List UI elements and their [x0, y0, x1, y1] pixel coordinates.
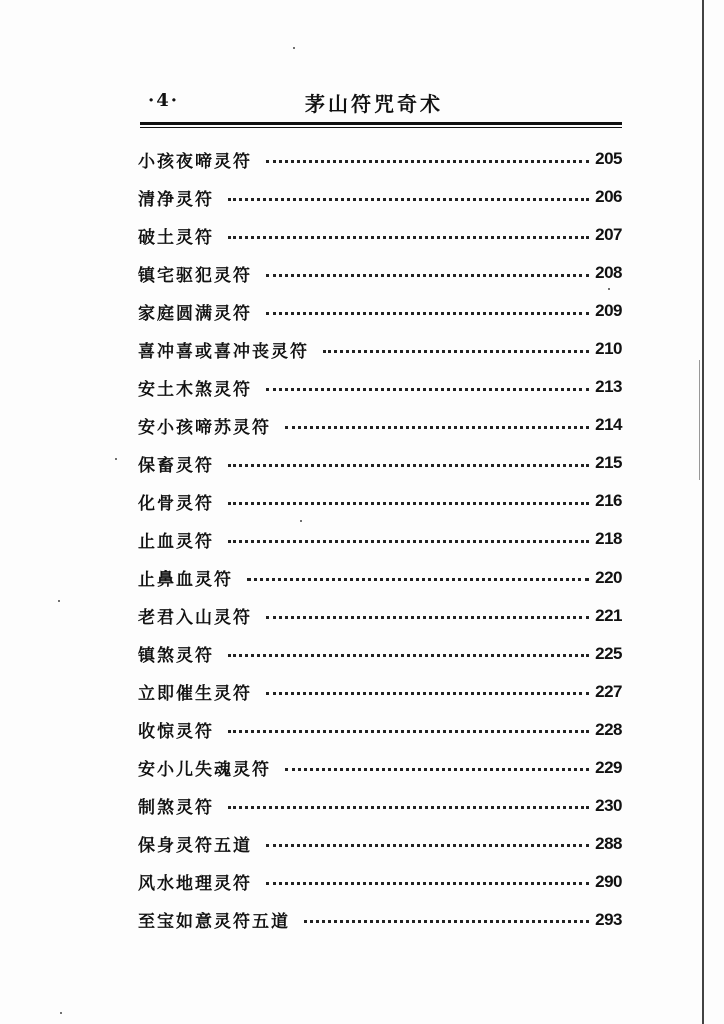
toc-entry-page: 209 [595, 301, 622, 321]
scan-speck [300, 520, 302, 522]
toc-entry [138, 178, 622, 216]
toc-leader-dots [228, 464, 589, 467]
toc-entry [138, 901, 622, 939]
toc-entry-page: 216 [595, 491, 622, 511]
toc-leader-dots [266, 160, 589, 163]
toc-leader-dots [266, 692, 589, 695]
toc-entry [138, 749, 622, 787]
toc-entry-page: 227 [595, 681, 622, 701]
header-rule-thick [140, 122, 622, 125]
toc-entry-page: 288 [595, 833, 622, 853]
toc-entry-title: 安小儿失魂灵符 [138, 760, 271, 781]
toc-entry [138, 140, 622, 178]
toc-entry-title: 破土灵符 [138, 227, 214, 248]
toc-leader-dots [266, 312, 589, 315]
toc-entry-title: 立即催生灵符 [138, 684, 252, 705]
toc-leader-dots [323, 350, 589, 353]
toc-leader-dots [266, 274, 589, 277]
toc-entry [138, 711, 622, 749]
toc-entry-title: 风水地理灵符 [138, 874, 252, 895]
toc-leader-dots [228, 730, 589, 733]
toc-entry [138, 559, 622, 597]
page-edge-line [702, 0, 704, 1024]
toc-entry-title: 制煞灵符 [138, 798, 214, 819]
toc-entry [138, 863, 622, 901]
toc-entry [138, 292, 622, 330]
page-number: ·4· [148, 90, 180, 111]
toc-entry [138, 330, 622, 368]
toc-entry-title: 安小孩啼苏灵符 [138, 417, 271, 438]
toc-entry-page: 215 [595, 453, 622, 473]
toc-entry [138, 825, 622, 863]
toc-entry [138, 520, 622, 558]
scan-speck [58, 600, 60, 602]
toc-entry [138, 406, 622, 444]
toc-entry-page: 213 [595, 377, 622, 397]
toc-leader-dots [285, 768, 589, 771]
toc-entry-title: 至宝如意灵符五道 [138, 912, 290, 933]
toc-entry [138, 597, 622, 635]
toc-leader-dots [285, 426, 589, 429]
toc-leader-dots [266, 388, 589, 391]
toc-leader-dots [266, 616, 589, 619]
toc-entry-title: 小孩夜啼灵符 [138, 151, 252, 172]
toc-entry-title: 老君入山灵符 [138, 608, 252, 629]
toc-entry-page: 205 [595, 149, 622, 169]
toc-entry [138, 254, 622, 292]
toc-entry-title: 镇煞灵符 [138, 646, 214, 667]
toc-leader-dots [228, 654, 589, 657]
toc-entry-title: 清净灵符 [138, 189, 214, 210]
toc-entry [138, 787, 622, 825]
toc-entry-title: 止血灵符 [138, 531, 214, 552]
toc-leader-dots [228, 540, 589, 543]
toc-leader-dots [266, 882, 589, 885]
toc-entry-page: 206 [595, 187, 622, 207]
toc-entry-title: 止鼻血灵符 [138, 570, 233, 591]
scan-speck [293, 47, 295, 49]
toc-entry-title: 喜冲喜或喜冲丧灵符 [138, 341, 309, 362]
toc-entry-title: 化骨灵符 [138, 493, 214, 514]
toc-leader-dots [304, 920, 589, 923]
running-header [140, 88, 622, 116]
toc-entry-page: 210 [595, 339, 622, 359]
table-of-contents [138, 140, 622, 939]
toc-leader-dots [228, 198, 589, 201]
toc-entry [138, 444, 622, 482]
toc-entry-title: 收惊灵符 [138, 722, 214, 743]
toc-entry-page: 290 [595, 871, 622, 891]
toc-leader-dots [247, 578, 589, 581]
scan-speck [608, 288, 610, 290]
toc-entry-page: 208 [595, 263, 622, 283]
toc-entry [138, 368, 622, 406]
toc-entry-title: 镇宅驱犯灵符 [138, 265, 252, 286]
toc-entry-page: 225 [595, 643, 622, 663]
scan-speck [60, 1012, 62, 1014]
toc-entry-title: 保畜灵符 [138, 455, 214, 476]
header-rule-thin [140, 127, 622, 128]
toc-entry [138, 216, 622, 254]
toc-entry-page: 221 [595, 605, 622, 625]
toc-entry-page: 293 [595, 909, 622, 929]
toc-entry-page: 214 [595, 415, 622, 435]
page-edge-shadow [699, 360, 700, 480]
scan-speck [115, 458, 117, 460]
toc-entry-page: 230 [595, 795, 622, 815]
toc-entry [138, 673, 622, 711]
toc-entry-title: 家庭圆满灵符 [138, 303, 252, 324]
toc-entry-title: 保身灵符五道 [138, 836, 252, 857]
toc-entry-page: 228 [595, 719, 622, 739]
toc-entry [138, 482, 622, 520]
toc-leader-dots [228, 806, 589, 809]
running-title: 茅山符咒奇术 [305, 92, 443, 116]
toc-leader-dots [228, 236, 589, 239]
toc-entry-page: 229 [595, 757, 622, 777]
toc-entry-page: 207 [595, 225, 622, 245]
toc-entry-page: 220 [595, 567, 622, 587]
toc-entry-page: 218 [595, 529, 622, 549]
toc-entry-title: 安土木煞灵符 [138, 379, 252, 400]
toc-leader-dots [228, 502, 589, 505]
toc-entry [138, 635, 622, 673]
toc-leader-dots [266, 844, 589, 847]
